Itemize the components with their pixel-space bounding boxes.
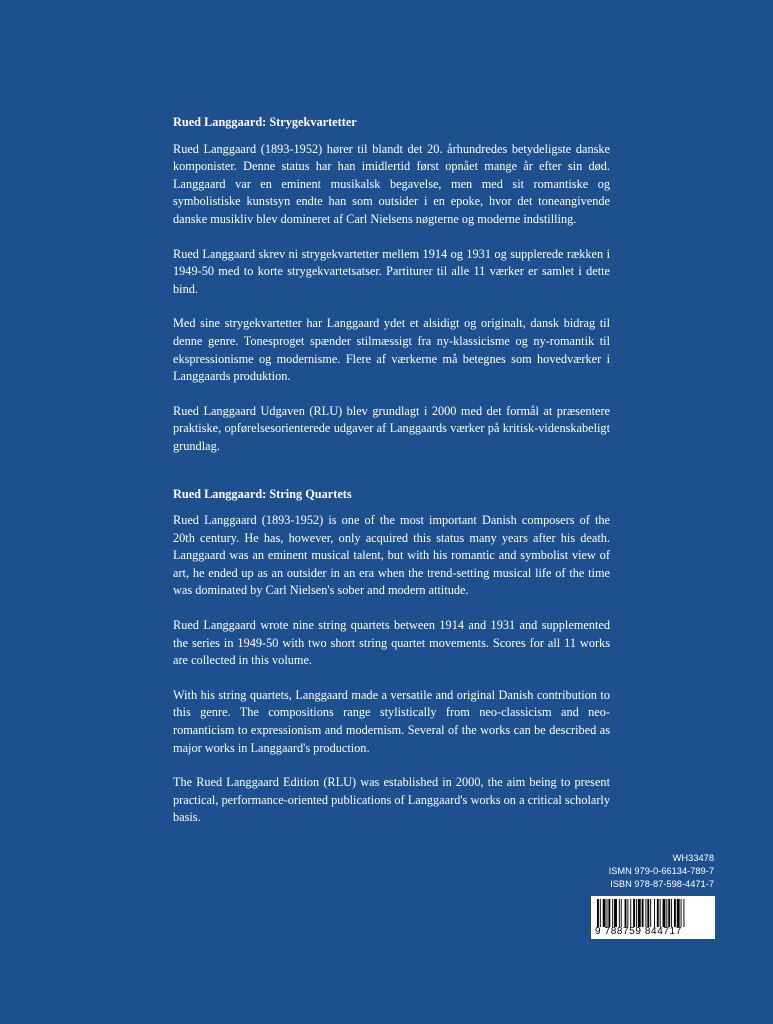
barcode-bar <box>683 899 684 927</box>
barcode-bar <box>627 899 628 927</box>
barcode-bar <box>638 899 641 927</box>
barcode-bar <box>608 899 610 927</box>
danish-paragraph: Rued Langgaard (1893-1952) hører til blandt det 20. århundredes betydeligste danske komponister. Denne status har han imidlertid først opnået mange år efter sin død. Langgaard var en eminent musikalsk begavelse, men med sit romantiske og symbolistiske kunstsyn endte han som outsider i en epoke, hvor det toneangivende danske musikliv blev domineret af Carl Nielsens nøgterne og moderne indstilling. <box>173 141 610 226</box>
barcode-bar <box>650 899 651 927</box>
english-section <box>173 486 610 828</box>
english-title: Rued Langgaard: String Quartets <box>173 486 352 501</box>
barcode-bar <box>621 899 622 927</box>
barcode-bar <box>625 899 627 927</box>
barcode <box>591 896 715 939</box>
english-paragraph: With his string quartets, Langgaard made a versatile and original Danish contribution to this genre. The compositions range stylistically from neo-classicism and neo-romanticism to expressionism and modernism. Several of the works can be described as major works in Langgaard's production. <box>173 687 610 755</box>
ismn-code: ISMN 979-0-66134-789-7 <box>608 866 714 876</box>
danish-section <box>173 114 610 456</box>
danish-paragraph: Rued Langgaard Udgaven (RLU) blev grundlagt i 2000 med det formål at præsentere praktiske, opførelsesorienterede udgaver af Langgaards værker på kritisk-videnskabeligt grundlag. <box>173 403 610 453</box>
barcode-bar <box>677 899 680 927</box>
barcode-bar <box>603 899 606 927</box>
catalog-number: WH33478 <box>672 853 714 863</box>
english-paragraph: The Rued Langgaard Edition (RLU) was established in 2000, the aim being to present practical, performance-oriented publications of Langgaard's works on a critical scholarly basis. <box>173 775 610 825</box>
barcode-digits: 9 788759 844717 <box>595 926 682 937</box>
back-cover-text <box>173 114 610 844</box>
barcode-bars <box>595 899 711 927</box>
danish-title: Rued Langgaard: Strygekvartetter <box>173 115 357 129</box>
danish-paragraph: Med sine strygekvartetter har Langgaard ydet et alsidigt og originalt, dansk bidrag til denne genre. Tonesproget spænder stilmæssigt fra ny-klassicisme og ny-romantik til ekspressionisme og modernisme. Flere af værkerne må betegnes som hovedværker i Langgaards produktion. <box>173 316 610 384</box>
barcode-bar <box>681 899 682 927</box>
barcode-bar <box>647 899 649 927</box>
barcode-bar <box>674 899 676 927</box>
barcode-bar <box>654 899 655 927</box>
barcode-bar <box>607 899 608 927</box>
barcode-bar <box>636 899 637 927</box>
barcode-bar <box>597 899 599 927</box>
barcode-bar <box>666 899 667 927</box>
barcode-bar <box>645 899 646 927</box>
barcode-bar <box>660 899 661 927</box>
barcode-bar <box>600 899 601 927</box>
danish-paragraph: Rued Langgaard skrev ni strygekvartetter mellem 1914 og 1931 og supplerede rækken i 1949-50 med to korte strygekvartetsatser. Partiturer til alle 11 værker er samlet i dette bind. <box>173 246 610 296</box>
barcode-bar <box>614 899 617 927</box>
barcode-bar <box>663 899 666 927</box>
product-codes <box>609 852 714 891</box>
barcode-bar <box>612 899 613 927</box>
barcode-bar <box>619 899 620 927</box>
isbn-code: ISBN 978-87-598-4471-7 <box>610 879 714 889</box>
english-paragraph: Rued Langgaard (1893-1952) is one of the most important Danish composers of the 20th century. He has, however, only acquired this status many years after his death. Langgaard was an eminent musical talent, but with his romantic and symbolist view of art, he ended up as an outsider in an era when the trend-setting musical life of the time was dominated by Carl Nielsen's sober and modern attitude. <box>173 513 610 598</box>
barcode-bar <box>671 899 672 927</box>
barcode-bar <box>657 899 659 927</box>
english-paragraph: Rued Langgaard wrote nine string quartets between 1914 and 1931 and supplemented the series in 1949-50 with two short string quartet movements. Scores for all 11 works are collected in this volume. <box>173 618 610 668</box>
barcode-bar <box>633 899 635 927</box>
barcode-bar <box>642 899 644 927</box>
barcode-bar <box>630 899 631 927</box>
barcode-bar <box>668 899 670 927</box>
